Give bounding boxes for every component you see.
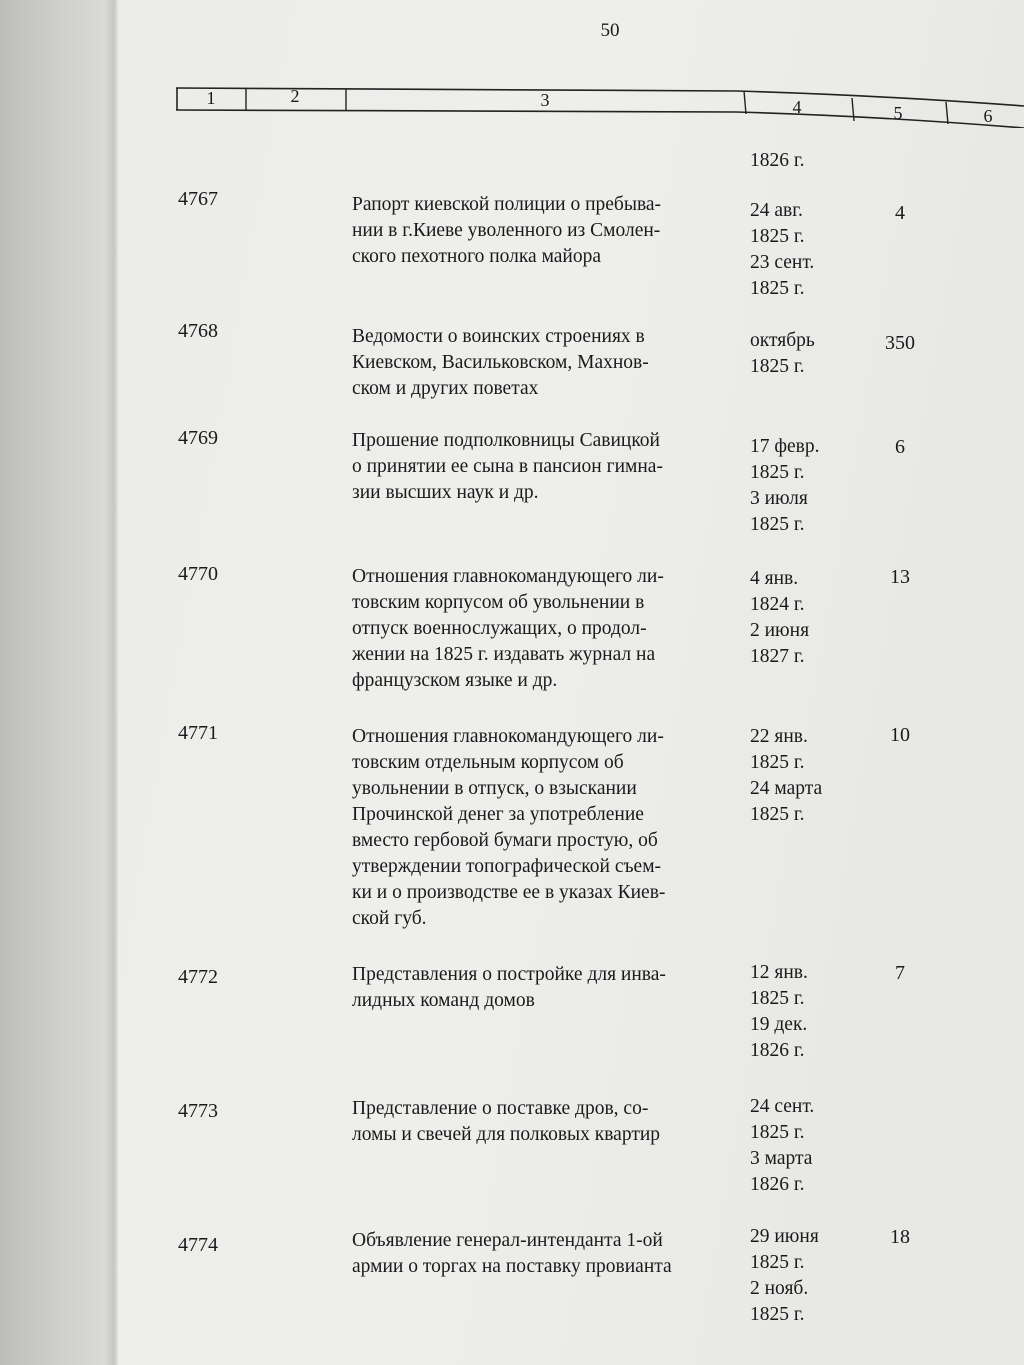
page-number: 50 (600, 20, 620, 41)
table-header (176, 78, 1024, 128)
entry-title: Рапорт киевской полиции о пребыва- нии в г.Киеве уволенного из Смолен- ского пехотного полка майора (352, 194, 662, 267)
entry-number: 4770 (178, 563, 218, 585)
entry-title: Представления о постройке для инва- лидных команд домов (352, 964, 666, 1011)
header-col-6: 6 (983, 106, 993, 126)
entry-title: Отношения главнокомандующего ли- товским отдельным корпусом об увольнении в отпуск, о взыскании Прочинской денег за употребление вместо гербовой бумаги простую, об утверждении топографической съем- ки и о производстве ее в указах Киев- ской губ. (352, 726, 666, 929)
entry-number: 4773 (178, 1100, 218, 1122)
book-spine-shadow (0, 0, 118, 1365)
continuation-date: 1826 г. (750, 150, 805, 171)
entry-sheets: 18 (890, 1226, 910, 1248)
header-col-4: 4 (792, 97, 802, 117)
entry-number: 4768 (178, 320, 218, 342)
header-col-5: 5 (893, 103, 903, 123)
header-col-2: 2 (290, 86, 300, 106)
entry-sheets: 13 (890, 566, 910, 588)
entry-dates: 24 авг. 1825 г. 23 сент. 1825 г. (750, 200, 815, 299)
entry-number: 4767 (178, 188, 218, 210)
header-col-1: 1 (206, 88, 216, 108)
entry-dates: 12 янв. 1825 г. 19 дек. 1826 г. (750, 962, 808, 1061)
entry-dates: 29 июня 1825 г. 2 нояб. 1825 г. (750, 1226, 819, 1325)
entry-number: 4772 (178, 966, 218, 988)
entry-dates: октябрь 1825 г. (750, 330, 815, 377)
entry-number: 4774 (178, 1234, 218, 1256)
header-col-3: 3 (540, 90, 550, 110)
entry-title: Объявление генерал-интенданта 1-ой армии о торгах на поставку провианта (352, 1230, 672, 1277)
entry-dates: 17 февр. 1825 г. 3 июля 1825 г. (750, 436, 820, 535)
entry-sheets: 7 (895, 962, 905, 984)
entry-sheets: 6 (895, 436, 905, 458)
entry-title: Прошение подполковницы Савицкой о принятии ее сына в пансион гимна- зии высших наук и др. (352, 430, 663, 503)
entry-dates: 22 янв. 1825 г. 24 марта 1825 г. (750, 726, 823, 825)
entry-title: Отношения главнокомандующего ли- товским корпусом об увольнении в отпуск военнослужащих, о продол- жении на 1825 г. издавать журнал на французском языке и др. (352, 566, 664, 691)
entry-number: 4771 (178, 722, 218, 744)
entry-dates: 24 сент. 1825 г. 3 марта 1826 г. (750, 1096, 815, 1195)
entry-sheets: 4 (895, 202, 905, 224)
entry-title: Представление о поставке дров, со- ломы и свечей для полковых квартир (352, 1098, 661, 1145)
entry-dates: 4 янв. 1824 г. 2 июня 1827 г. (750, 568, 810, 667)
entry-title: Ведомости о воинских строениях в Киевском, Васильковском, Махнов- ском и других поветах (352, 326, 649, 399)
entry-sheets: 350 (885, 332, 915, 354)
entry-number: 4769 (178, 427, 218, 449)
entry-sheets: 10 (890, 724, 910, 746)
